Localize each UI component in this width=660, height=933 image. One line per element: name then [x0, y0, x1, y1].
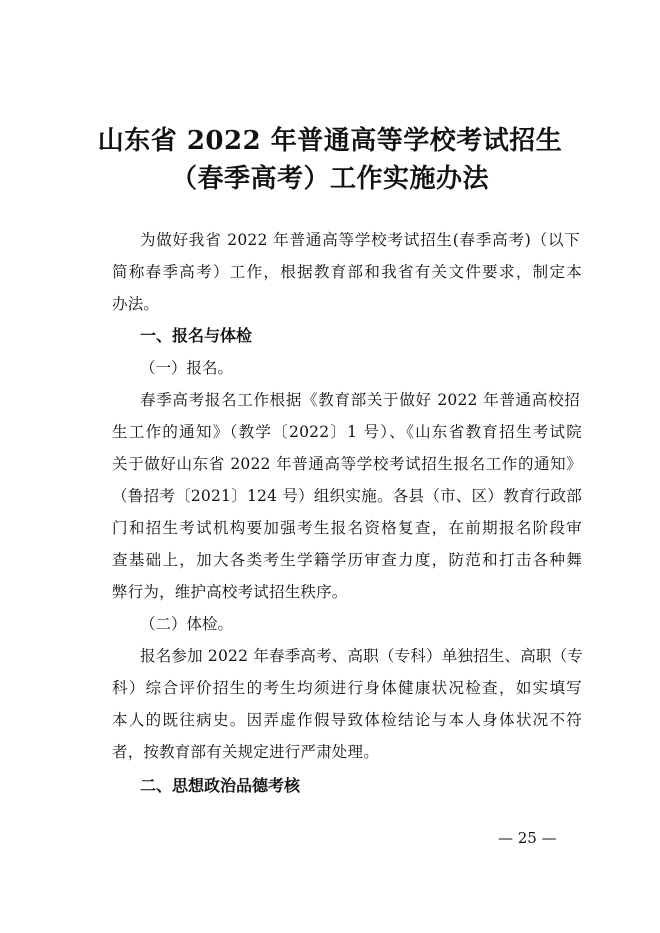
intro-line-1: 为做好我省 2022 年普通高等学校考试招生(春季高考)（以下	[140, 231, 580, 249]
registration-line-2: 生工作的通知》（教学〔2022〕1 号）、《山东省教育招生考试院	[112, 423, 582, 441]
page-number: — 25 —	[498, 829, 557, 847]
intro-line-3: 办法。	[112, 295, 160, 313]
section-heading-ideological-moral-assessment: 二、思想政治品德考核	[140, 776, 301, 795]
health-check-line-4: 者，按教育部有关规定进行严肃处理。	[112, 743, 379, 761]
subsection-heading-registration: （一）报名。	[140, 359, 234, 377]
health-check-line-2: 科）综合评价招生的考生均须进行身体健康状况检查，如实填写	[112, 679, 582, 697]
document-title-line-1: 山东省 2022 年普通高等学校考试招生	[97, 126, 563, 156]
registration-line-4: （鲁招考〔2021〕124 号）组织实施。各县（市、区）教育行政部	[112, 487, 582, 505]
intro-line-2: 简称春季高考）工作，根据教育部和我省有关文件要求，制定本	[112, 263, 582, 281]
section-heading-registration-health-check: 一、报名与体检	[140, 326, 253, 345]
registration-line-1: 春季高考报名工作根据《教育部关于做好 2022 年普通高校招	[140, 391, 580, 409]
registration-line-6: 查基础上，加大各类考生学籍学历审查力度，防范和打击各种舞	[112, 551, 582, 569]
registration-line-3: 关于做好山东省 2022 年普通高等学校考试招生报名工作的通知》	[112, 455, 582, 473]
health-check-line-1: 报名参加 2022 年春季高考、高职（专科）单独招生、高职（专	[140, 647, 584, 665]
document-title-line-2: （春季高考）工作实施办法	[170, 164, 489, 194]
health-check-line-3: 本人的既往病史。因弄虚作假导致体检结论与本人身体状况不符	[112, 711, 582, 729]
registration-line-7: 弊行为，维护高校考试招生秩序。	[112, 583, 348, 601]
subsection-heading-health-check: （二）体检。	[140, 615, 234, 633]
registration-line-5: 门和招生考试机构要加强考生报名资格复查，在前期报名阶段审	[112, 519, 582, 537]
